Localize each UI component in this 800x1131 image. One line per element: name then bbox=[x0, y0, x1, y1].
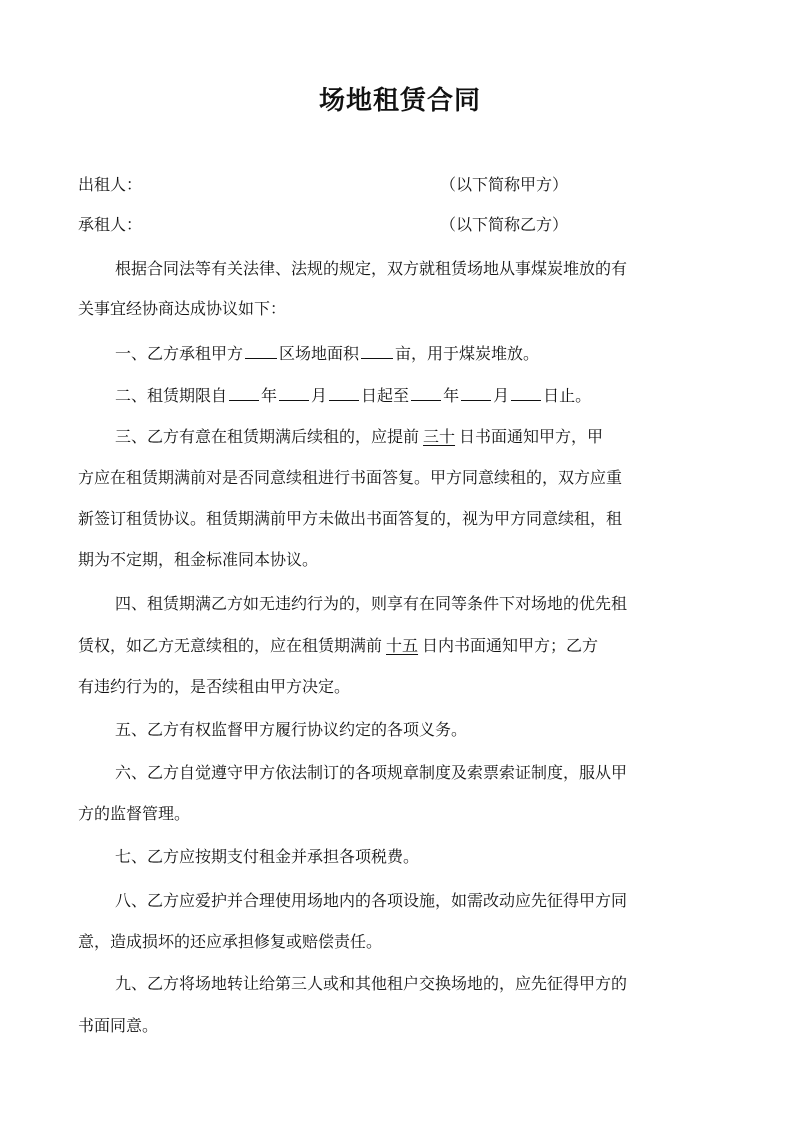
clause-2-part-a: 二、租赁期限自 bbox=[115, 386, 228, 405]
clause-2-year-1: 年 bbox=[261, 386, 278, 405]
clause-8-line-1: 八、乙方应爱护并合理使用场地内的各项设施，如需改动应先征得甲方同 bbox=[115, 891, 628, 910]
clause-3-line-2: 方应在租赁期满前对是否同意续租进行书面答复。甲方同意续租的，双方应重 bbox=[78, 468, 623, 487]
clause-1 bbox=[115, 341, 539, 364]
clause-4-part-a: 赁权，如乙方无意续租的，应在租赁期满前 bbox=[78, 636, 383, 655]
clause-9-line-2: 书面同意。 bbox=[78, 1016, 159, 1035]
clause-3-line-1 bbox=[115, 424, 603, 447]
end-month-blank[interactable] bbox=[461, 386, 491, 401]
clause-6-line-2: 方的监督管理。 bbox=[78, 804, 191, 823]
nonrenewal-notice-days: 十五 bbox=[386, 636, 419, 655]
clause-7: 七、乙方应按期支付租金并承担各项税费。 bbox=[115, 847, 420, 866]
clause-8-line-2: 意，造成损坏的还应承担修复或赔偿责任。 bbox=[78, 932, 383, 951]
clause-9-line-1: 九、乙方将场地转让给第三人或和其他租户交换场地的，应先征得甲方的 bbox=[115, 974, 628, 993]
lessee-alias: （以下简称乙方） bbox=[440, 215, 569, 234]
clause-2-month-1: 月 bbox=[311, 386, 328, 405]
clause-3-line-3: 新签订租赁协议。租赁期满前甲方未做出书面答复的，视为甲方同意续租，租 bbox=[78, 509, 623, 528]
clause-1-part-b: 区场地面积 bbox=[279, 344, 360, 363]
clause-6-line-1: 六、乙方自觉遵守甲方依法制订的各项规章制度及索票索证制度，服从甲 bbox=[115, 763, 628, 782]
clause-4-line-1: 四、租赁期满乙方如无违约行为的，则享有在同等条件下对场地的优先租 bbox=[115, 594, 628, 613]
lessor-label: 出租人： bbox=[78, 175, 143, 194]
clause-4-part-b: 日内书面通知甲方；乙方 bbox=[422, 636, 599, 655]
area-district-blank[interactable] bbox=[245, 344, 277, 359]
intro-line-2: 关事宜经协商达成协议如下： bbox=[78, 299, 287, 318]
clause-5: 五、乙方有权监督甲方履行协议约定的各项义务。 bbox=[115, 720, 468, 739]
start-day-blank[interactable] bbox=[329, 386, 359, 401]
start-month-blank[interactable] bbox=[279, 386, 309, 401]
clause-2-part-d: 日起至 bbox=[361, 386, 410, 405]
clause-4-line-3: 有违约行为的，是否续租由甲方决定。 bbox=[78, 677, 351, 696]
renewal-notice-days: 三十 bbox=[423, 427, 456, 446]
clause-2 bbox=[115, 383, 591, 406]
clause-2-month-2: 月 bbox=[493, 386, 510, 405]
clause-1-part-a: 一、乙方承租甲方 bbox=[115, 344, 244, 363]
start-year-blank[interactable] bbox=[229, 386, 259, 401]
area-size-blank[interactable] bbox=[361, 344, 393, 359]
clause-1-part-c: 亩，用于煤炭堆放。 bbox=[395, 344, 540, 363]
clause-2-part-g: 日止。 bbox=[543, 386, 592, 405]
end-day-blank[interactable] bbox=[511, 386, 541, 401]
end-year-blank[interactable] bbox=[411, 386, 441, 401]
clause-3-part-a: 三、乙方有意在租赁期满后续租的，应提前 bbox=[115, 427, 420, 446]
intro-line-1: 根据合同法等有关法律、法规的规定，双方就租赁场地从事煤炭堆放的有 bbox=[115, 259, 628, 278]
lessor-alias: （以下简称甲方） bbox=[440, 175, 569, 194]
clause-3-part-b: 日书面通知甲方，甲 bbox=[459, 427, 604, 446]
clause-4-line-2 bbox=[78, 633, 598, 656]
clause-3-line-4: 期为不定期，租金标准同本协议。 bbox=[78, 550, 319, 569]
lessee-label: 承租人： bbox=[78, 215, 143, 234]
page-title: 场地租赁合同 bbox=[318, 86, 481, 116]
clause-2-year-2: 年 bbox=[443, 386, 460, 405]
